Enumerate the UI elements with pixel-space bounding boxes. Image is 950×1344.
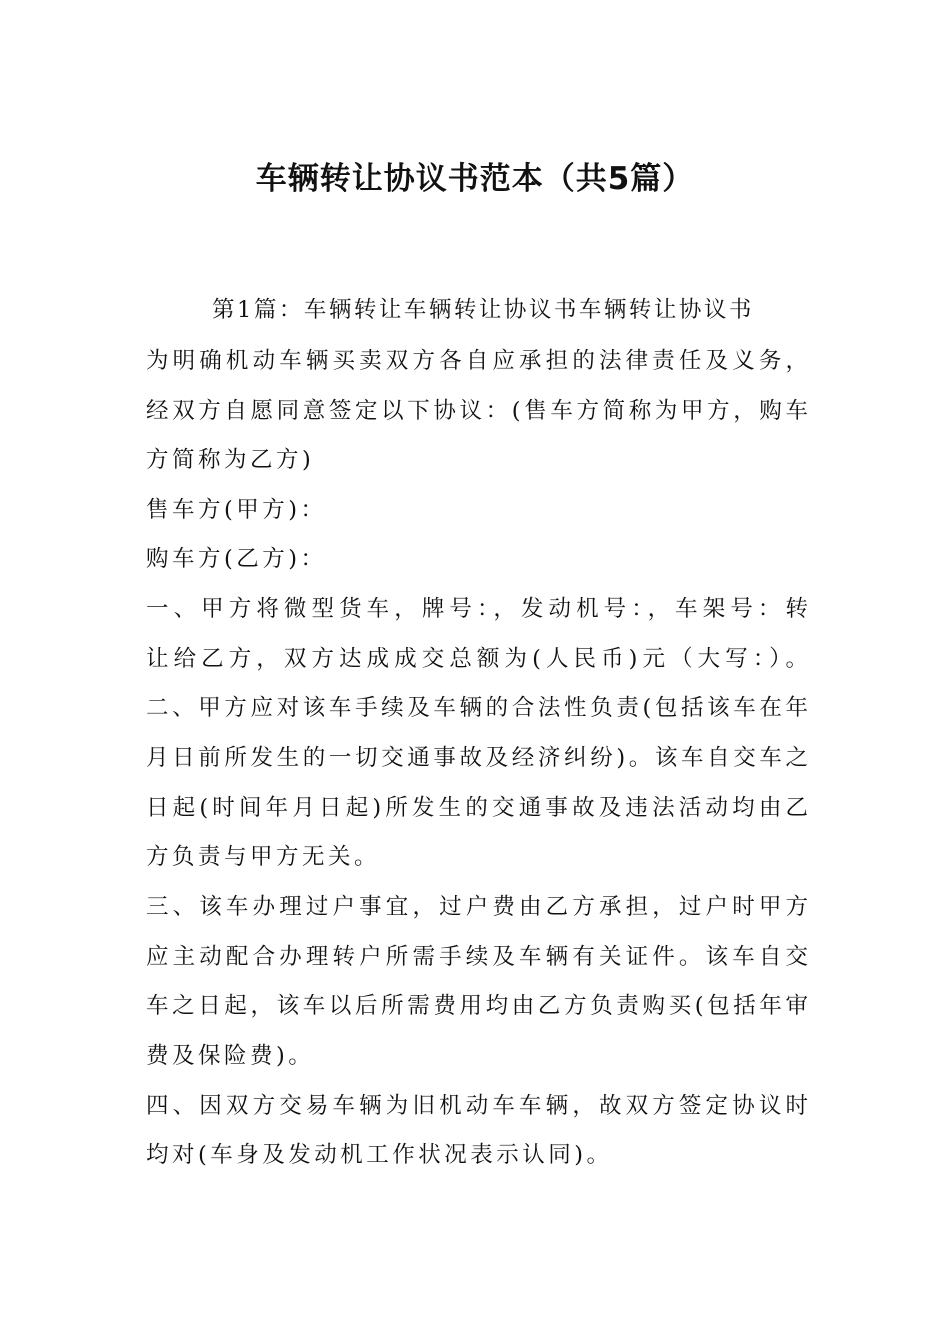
clause-2-line-3: 日起(时间年月日起)所发生的交通事故及违法活动均由乙 (146, 795, 808, 821)
clause-3-line-1: 三、该车办理过户事宜，过户费由乙方承担，过户时甲方 (146, 894, 808, 920)
clause-4-line-1: 四、因双方交易车辆为旧机动车车辆，故双方签定协议时 (146, 1093, 808, 1119)
document-title: 车辆转让协议书范本（共5篇） (255, 161, 695, 197)
paragraph-line-3: 经双方自愿同意签定以下协议：(售车方简称为甲方，购车 (146, 398, 808, 424)
clause-2-line-2: 月日前所发生的一切交通事故及经济纠纷)。该车自交车之 (146, 745, 808, 771)
paragraph-line-2: 为明确机动车辆买卖双方各自应承担的法律责任及义务， (146, 348, 808, 374)
clause-3-line-4: 费及保险费)。 (146, 1043, 315, 1069)
clause-2-line-4: 方负责与甲方无关。 (146, 844, 381, 870)
clause-2-line-1: 二、甲方应对该车手续及车辆的合法性负责(包括该车在年 (146, 695, 808, 721)
buyer-line: 购车方(乙方)： (146, 546, 327, 572)
paragraph-line-4: 方简称为乙方) (146, 447, 315, 473)
clause-3-line-2: 应主动配合办理转户所需手续及车辆有关证件。该车自交 (146, 944, 808, 970)
paragraph-line-1: 第1篇：车辆转让车辆转让协议书车辆转让协议书 (212, 297, 754, 323)
seller-line: 售车方(甲方)： (146, 497, 327, 523)
clause-3-line-3: 车之日起，该车以后所需费用均由乙方负责购买(包括年审 (146, 993, 808, 1019)
clause-1-line-2: 让给乙方，双方达成成交总额为(人民币)元（大写：）。 (146, 646, 808, 672)
clause-4-line-2: 均对(车身及发动机工作状况表示认同)。 (146, 1142, 613, 1168)
clause-1-line-1: 一、甲方将微型货车，牌号：，发动机号：，车架号：转 (146, 596, 808, 622)
